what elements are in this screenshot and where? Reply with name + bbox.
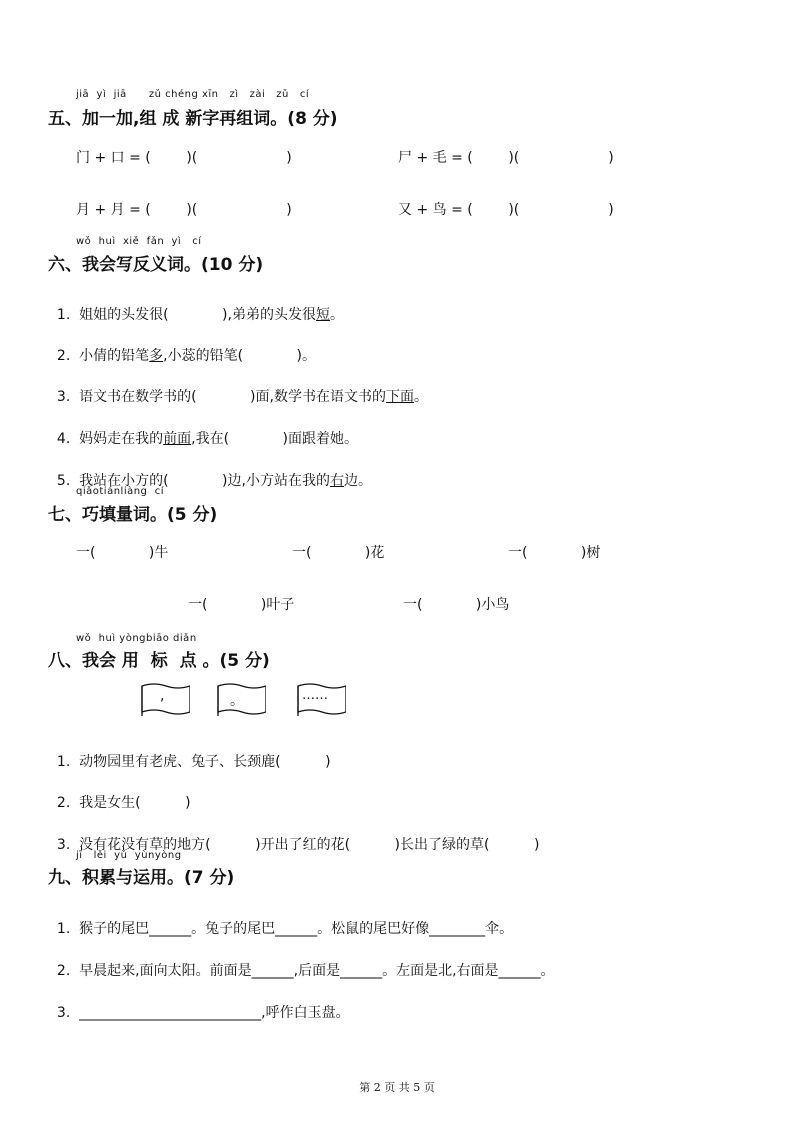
flag-mark: 。 xyxy=(230,693,244,709)
comma-flag xyxy=(140,682,190,716)
section8-item-3 xyxy=(48,818,539,854)
section5-row1-left: 门 + 口 = ( )( ) xyxy=(76,150,292,166)
item-text-end: ,小蕊的铅笔( )。 xyxy=(163,348,316,364)
section8-title: 八、我会 用 标 点 。(5 分) xyxy=(48,651,270,671)
section5-row1-right: 尸 + 毛 = ( )( ) xyxy=(398,150,614,166)
section8-item-1 xyxy=(48,735,331,771)
section9-item-3 xyxy=(48,986,350,1022)
item-number: 2. xyxy=(56,348,71,364)
item-text: 小倩的铅笔 xyxy=(79,348,150,364)
flag-shape xyxy=(140,682,190,716)
item-text: 没有花没有草的地方( )开出了红的花( )长出了绿的草( ) xyxy=(79,837,540,853)
item-text: 我是女生( ) xyxy=(79,795,191,811)
item-text-end: 边。 xyxy=(343,473,372,489)
item-text: 早晨起来,面向太阳。前面是______,后面是______。左面是北,右面是______。 xyxy=(79,963,555,979)
item-number: 1. xyxy=(56,307,71,323)
measure-word-4: 一( )叶子 xyxy=(188,597,295,613)
measure-word-3: 一( )树 xyxy=(508,545,601,561)
item-number: 1. xyxy=(56,921,71,937)
item-number: 3. xyxy=(56,389,71,405)
underlined-word: 右 xyxy=(329,473,344,489)
item-text: 猴子的尾巴______。兔子的尾巴______。松鼠的尾巴好像________伞。 xyxy=(79,921,514,937)
ellipsis-flag xyxy=(296,682,346,716)
measure-word-1: 一( )牛 xyxy=(76,545,169,561)
section6-item-5 xyxy=(48,454,372,490)
underlined-word: 短 xyxy=(315,307,330,323)
section6-title: 六、我会写反义词。(10 分) xyxy=(48,255,264,275)
section5-pinyin: jiā yì jiā zǔ chéng xīn zì zài zǔ cí xyxy=(76,89,310,100)
section5-title: 五、加一加,组 成 新字再组词。(8 分) xyxy=(48,109,338,129)
item-text: __________________________,呼作白玉盘。 xyxy=(79,1005,350,1021)
section8-item-2 xyxy=(48,776,191,812)
measure-word-5: 一( )小鸟 xyxy=(403,597,510,613)
item-number: 5. xyxy=(56,473,71,489)
measure-word-2: 一( )花 xyxy=(292,545,385,561)
item-number: 4. xyxy=(56,431,71,447)
item-number: 3. xyxy=(56,837,71,853)
period-flag xyxy=(216,682,266,716)
underlined-word: 多 xyxy=(149,348,164,364)
section6-pinyin: wǒ huì xiě fǎn yì cí xyxy=(76,236,202,247)
section9-item-2 xyxy=(48,944,555,980)
item-text: 姐姐的头发很( ),弟弟的头发很 xyxy=(79,307,316,323)
underlined-word: 前面 xyxy=(163,431,192,447)
item-text-end: 。 xyxy=(329,307,344,323)
section8-pinyin: wǒ huì yòngbiāo diǎn xyxy=(76,633,197,644)
section9-title: 九、积累与运用。(7 分) xyxy=(48,868,235,888)
flag-mark: , xyxy=(160,688,165,704)
item-text: 妈妈走在我的 xyxy=(79,431,164,447)
item-number: 3. xyxy=(56,1005,71,1021)
flag-mark: …… xyxy=(302,688,328,703)
section9-item-1 xyxy=(48,902,513,938)
section9-pinyin: jī lěi yǔ yùnyòng xyxy=(76,850,182,861)
item-text-end: ,我在( )面跟着她。 xyxy=(191,431,358,447)
section6-item-2 xyxy=(48,329,316,365)
section5-row2-right: 又 + 鸟 = ( )( ) xyxy=(398,202,614,218)
section6-item-4 xyxy=(48,412,358,448)
section6-item-1 xyxy=(48,288,344,324)
item-text-end: 。 xyxy=(413,389,428,405)
section7-title: 七、巧填量词。(5 分) xyxy=(48,505,218,525)
item-text: 语文书在数学书的( )面,数学书在语文书的 xyxy=(79,389,386,405)
section5-row2-left: 月 + 月 = ( )( ) xyxy=(76,202,292,218)
item-number: 1. xyxy=(56,754,71,770)
section7-pinyin: qiǎotiánliàng cí xyxy=(76,486,165,497)
section6-item-3 xyxy=(48,370,428,406)
underlined-word: 下面 xyxy=(385,389,414,405)
item-text: 动物园里有老虎、兔子、长颈鹿( ) xyxy=(79,754,331,770)
page-footer: 第 2 页 共 5 页 xyxy=(359,1081,435,1094)
item-number: 2. xyxy=(56,963,71,979)
item-number: 2. xyxy=(56,795,71,811)
item-text: 我站在小方的( )边,小方站在我的 xyxy=(79,473,330,489)
